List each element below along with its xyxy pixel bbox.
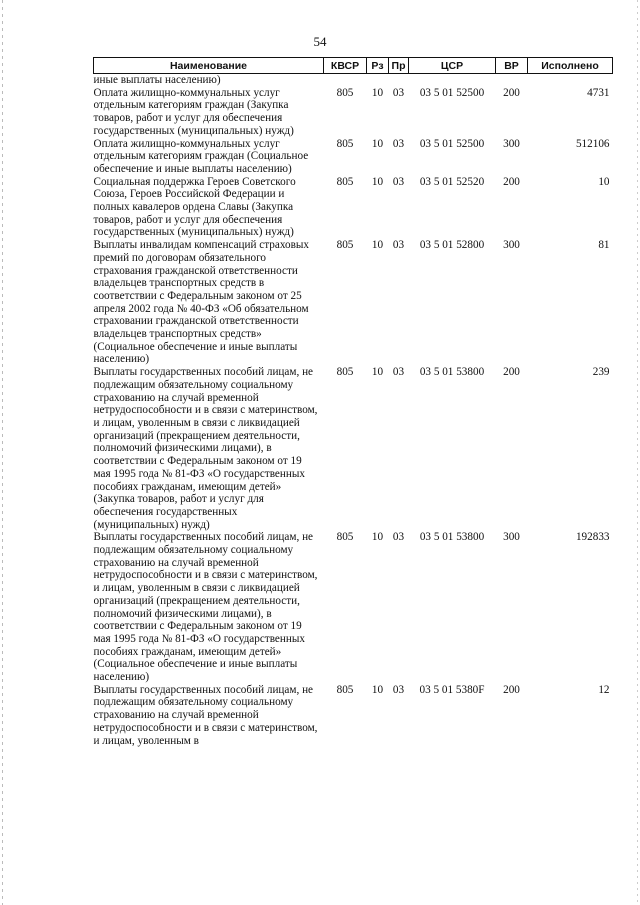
cell-executed: 10 <box>598 175 610 188</box>
column-header-csr: ЦСР <box>409 58 496 74</box>
table-body <box>94 74 613 748</box>
cell-pr: 03 <box>392 683 405 696</box>
cell-name: Выплаты инвалидам компенсаций страховых премий по договорам обязательного страхования гражданской ответственности владельцев транспортных средств в соответствии с Федеральным законом от 25 апреля 2002 года № 40-ФЗ «Об обязательном страховании гражданской ответственности владельцев транспортных средств» (Социальное обеспечение и иные выплаты населению) <box>93 239 309 366</box>
cell-pr: 03 <box>392 531 405 544</box>
cell-csr: 03 5 01 53800 <box>419 531 485 544</box>
cell-rz: 10 <box>371 86 384 99</box>
cell-kvsr: 805 <box>336 86 354 99</box>
cell-name: Выплаты государственных пособий лицам, не подлежащим обязательному социальному страхованию на случай временной нетрудоспособности и в связи с материнством, и лицам, уволенным в <box>93 683 318 747</box>
cell-kvsr: 805 <box>336 683 354 696</box>
cell-name: Выплаты государственных пособий лицам, не подлежащим обязательному социальному страхованию на случай временной нетрудоспособности и в связи с материнством, и лицам, уволенным в связи с ликвидацией организаций (прекращением деятельности, полномочий физическими лицами), в соответствии с Федеральным законом от 19 мая 1995 года № 81-ФЗ «О государственных пособиях гражданам, имеющим детей» (Закупка товаров, работ и услуг для обеспечения государственных (муниципальных) нужд) <box>93 366 318 531</box>
table-row <box>94 138 613 176</box>
table-row <box>94 239 613 366</box>
cell-pr: 03 <box>392 86 405 99</box>
scan-edge-right <box>637 0 638 905</box>
cell-pr: 03 <box>392 366 405 379</box>
cell-name: Оплата жилищно-коммунальных услуг отдельным категориям граждан (Закупка товаров, работ и услуг для обеспечения государственных (муниципальных) нужд) <box>93 86 294 137</box>
cell-executed: 239 <box>592 366 610 379</box>
header-row <box>94 58 613 74</box>
cell-kvsr: 805 <box>336 239 354 252</box>
table-row <box>94 684 613 748</box>
cell-executed: 4731 <box>587 86 610 99</box>
cell-vr: 200 <box>503 175 520 188</box>
cell-name: Социальная поддержка Героев Советского Союза, Героев Российской Федерации и полных кавалеров ордена Славы (Закупка товаров, работ и услуг для обеспечения государственных (муниципальных) нужд) <box>93 175 296 239</box>
cell-rz: 10 <box>371 366 384 379</box>
cell-rz: 10 <box>371 531 384 544</box>
column-header-vr: ВР <box>496 58 528 74</box>
cell-vr: 200 <box>503 683 520 696</box>
column-header-rz: Рз <box>367 58 389 74</box>
table-header <box>94 58 613 74</box>
cell-kvsr: 805 <box>336 366 354 379</box>
cell-executed: 81 <box>598 239 610 252</box>
column-header-name: Наименование <box>94 58 324 74</box>
cell-pr: 03 <box>392 137 405 150</box>
cell-csr <box>409 74 496 87</box>
cell-csr: 03 5 01 5380F <box>419 683 485 696</box>
table-row <box>94 366 613 531</box>
column-header-pr: Пр <box>389 58 409 74</box>
cell-name: Оплата жилищно-коммунальных услуг отдельным категориям граждан (Социальное обеспечение и иные выплаты населению) <box>93 137 309 175</box>
budget-table-sheet <box>93 57 612 747</box>
cell-vr: 200 <box>503 86 520 99</box>
cell-csr: 03 5 01 52500 <box>419 86 485 99</box>
budget-table <box>93 57 613 747</box>
cell-rz: 10 <box>371 239 384 252</box>
cell-csr: 03 5 01 52800 <box>419 239 485 252</box>
cell-executed <box>528 74 613 87</box>
cell-vr <box>496 74 528 87</box>
cell-name: Выплаты государственных пособий лицам, не подлежащим обязательному социальному страхованию на случай временной нетрудоспособности и в связи с материнством, и лицам, уволенным в связи с ликвидацией организаций (прекращением деятельности, полномочий физическими лицами), в соответствии с Федеральным законом от 19 мая 1995 года № 81-ФЗ «О государственных пособиях гражданам, имеющим детей» (Социальное обеспечение и иные выплаты населению) <box>93 531 318 684</box>
cell-csr: 03 5 01 52500 <box>419 137 485 150</box>
cell-pr <box>389 74 409 87</box>
cell-pr: 03 <box>392 239 405 252</box>
column-header-kvsr: КВСР <box>324 58 367 74</box>
cell-csr: 03 5 01 53800 <box>419 366 485 379</box>
cell-executed: 12 <box>598 683 610 696</box>
cell-vr: 300 <box>503 239 520 252</box>
cell-executed: 512106 <box>575 137 610 150</box>
column-header-executed: Исполнено <box>528 58 613 74</box>
page-number: 54 <box>313 34 327 49</box>
cell-kvsr: 805 <box>336 137 354 150</box>
cell-rz <box>367 74 389 87</box>
cell-kvsr: 805 <box>336 175 354 188</box>
table-row <box>94 74 613 87</box>
cell-executed: 192833 <box>575 531 610 544</box>
cell-name: иные выплаты населению) <box>93 74 221 86</box>
cell-pr: 03 <box>392 175 405 188</box>
table-row <box>94 87 613 138</box>
scan-edge-left <box>2 0 3 905</box>
cell-vr: 300 <box>503 137 520 150</box>
cell-kvsr: 805 <box>336 531 354 544</box>
table-row <box>94 176 613 240</box>
cell-rz: 10 <box>371 683 384 696</box>
cell-vr: 300 <box>503 531 520 544</box>
cell-vr: 200 <box>503 366 520 379</box>
cell-kvsr <box>324 74 367 87</box>
cell-csr: 03 5 01 52520 <box>419 175 485 188</box>
table-row <box>94 531 613 683</box>
cell-rz: 10 <box>371 175 384 188</box>
cell-rz: 10 <box>371 137 384 150</box>
